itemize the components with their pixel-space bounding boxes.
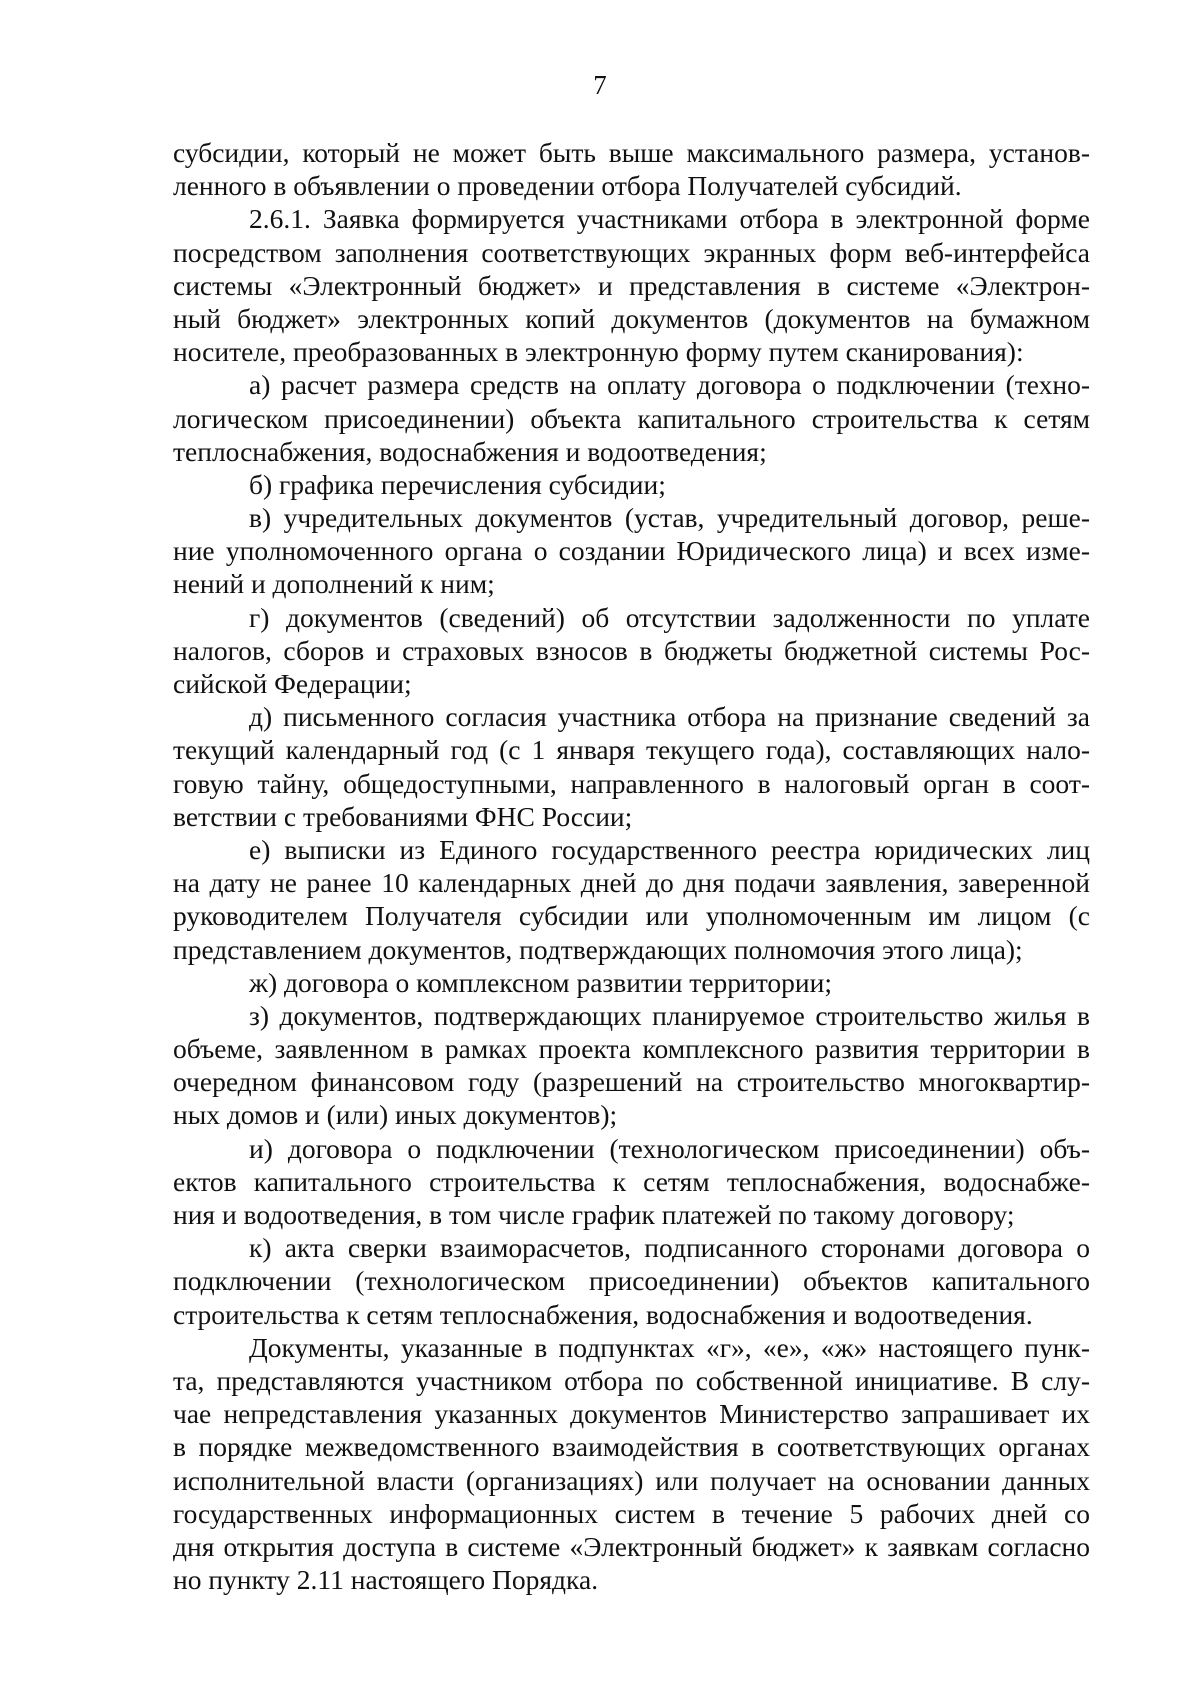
text-line: з) документов, подтверждающих планируемое строительство жилья в <box>249 999 1090 1031</box>
text-line: логическом присоединении) объекта капитального строительства к сетям <box>173 402 1090 434</box>
text-line: представлением документов, подтверждающих полномочия этого лица); <box>173 933 1023 965</box>
text-line: ных домов и (или) иных документов); <box>173 1099 618 1131</box>
text-line: ленного в объявлении о проведении отбора Получателей субсидий. <box>173 170 962 202</box>
text-line: ветствии с требованиями ФНС России; <box>173 800 633 832</box>
text-line: теплоснабжения, водоснабжения и водоотведения; <box>173 435 767 467</box>
text-line: Документы, указанные в подпунктах «г», «е», «ж» настоящего пунк- <box>249 1331 1090 1363</box>
text-line: е) выписки из Единого государственного реестра юридических лиц <box>249 833 1090 865</box>
text-line: к) акта сверки взаиморасчетов, подписанного сторонами договора о <box>249 1232 1090 1264</box>
text-line: а) расчет размера средств на оплату договора о подключении (техно- <box>249 369 1090 401</box>
text-line: в) учредительных документов (устав, учредительный договор, реше- <box>249 502 1090 534</box>
text-line: та, представляются участником отбора по собственной инициативе. В слу- <box>173 1364 1090 1396</box>
text-line: д) письменного согласия участника отбора на признание сведений за <box>249 701 1090 733</box>
text-line: говую тайну, общедоступными, направленного в налоговый орган в соот- <box>173 767 1090 799</box>
text-line: на дату не ранее 10 календарных дней до дня подачи заявления, заверенной <box>173 867 1090 899</box>
text-line: но пункту 2.11 настоящего Порядка. <box>173 1564 599 1596</box>
text-line: 2.6.1. Заявка формируется участниками отбора в электронной форме <box>249 203 1090 235</box>
text-line: очередном финансовом году (разрешений на строительство многоквартир- <box>173 1066 1090 1098</box>
text-line: подключении (технологическом присоединении) объектов капитального <box>173 1265 1090 1297</box>
text-line: чае непредставления указанных документов Министерство запрашивает их <box>173 1398 1090 1430</box>
text-line: б) графика перечисления субсидии; <box>249 468 666 500</box>
text-line: и) договора о подключении (технологическом присоединении) объ- <box>249 1132 1090 1164</box>
text-line: системы «Электронный бюджет» и представления в системе «Электрон- <box>173 269 1090 301</box>
text-line: ние уполномоченного органа о создании Юридического лица) и всех изме- <box>173 535 1090 567</box>
text-line: ный бюджет» электронных копий документов (документов на бумажном <box>173 302 1090 334</box>
text-line: ж) договора о комплексном развитии территории; <box>249 966 832 998</box>
document-body <box>173 136 1090 1596</box>
text-line: объеме, заявленном в рамках проекта комплексного развития территории в <box>173 1033 1090 1065</box>
text-line: носителе, преобразованных в электронную форму путем сканирования): <box>173 336 1024 368</box>
text-line: строительства к сетям теплоснабжения, водоснабжения и водоотведения. <box>173 1298 1033 1330</box>
text-line: исполнительной власти (организациях) или получает на основании данных <box>173 1464 1090 1496</box>
text-line: государственных информационных систем в течение 5 рабочих дней со <box>173 1497 1090 1529</box>
text-line: ектов капитального строительства к сетям теплоснабжения, водоснабже- <box>173 1165 1090 1197</box>
text-line: налогов, сборов и страховых взносов в бюджеты бюджетной системы Рос- <box>173 634 1090 666</box>
text-line: дня открытия доступа в системе «Электронный бюджет» к заявкам согласно <box>173 1530 1090 1562</box>
text-line: г) документов (сведений) об отсутствии задолженности по уплате <box>249 601 1090 633</box>
text-line: посредством заполнения соответствующих экранных форм веб-интерфейса <box>173 236 1090 268</box>
page-number: 7 <box>593 70 607 100</box>
text-line: текущий календарный год (с 1 января текущего года), составляющих нало- <box>173 734 1090 766</box>
text-line: субсидии, который не может быть выше максимального размера, установ- <box>173 137 1090 168</box>
text-line: нений и дополнений к ним; <box>173 568 495 600</box>
text-line: в порядке межведомственного взаимодействия в соответствующих органах <box>173 1431 1090 1463</box>
text-line: сийской Федерации; <box>173 668 412 699</box>
text-line: руководителем Получателя субсидии или уполномоченным им лицом (с <box>173 900 1090 932</box>
text-line: ния и водоотведения, в том числе график платежей по такому договору; <box>173 1199 1015 1230</box>
